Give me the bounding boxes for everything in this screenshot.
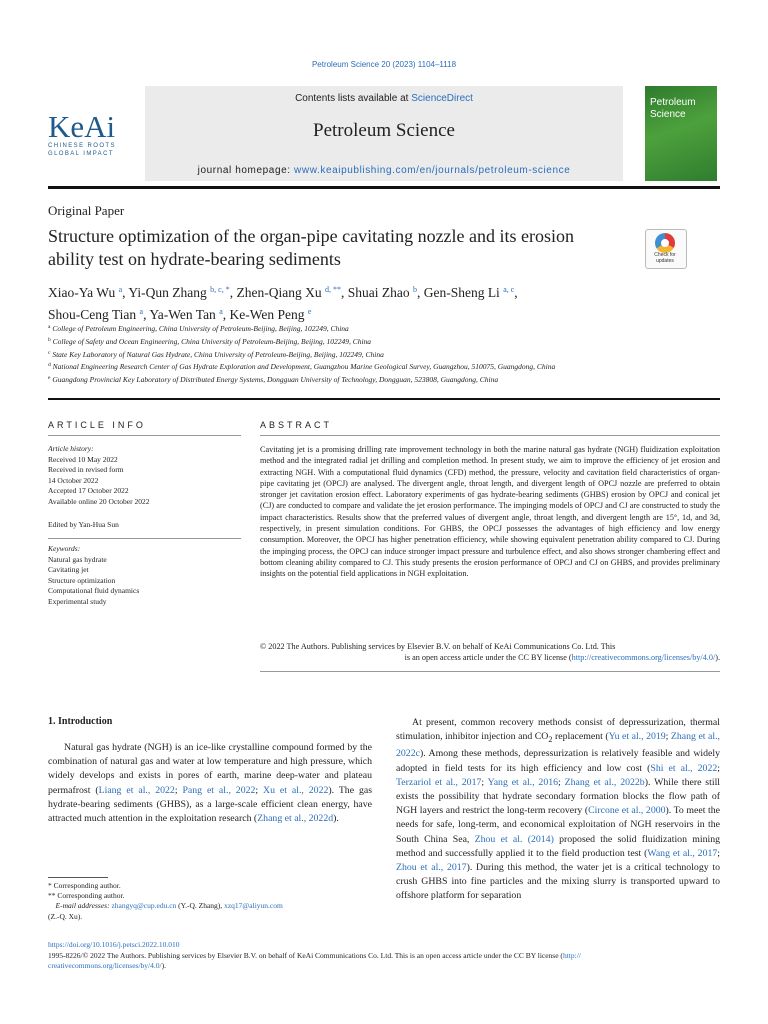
article-info-rule (48, 435, 241, 436)
author-name[interactable]: Yi-Qun Zhang (128, 285, 207, 300)
citation-link[interactable]: Liang et al., 2022 (98, 784, 175, 796)
section-heading-introduction: 1. Introduction (48, 716, 113, 727)
author-affiliation-sup[interactable]: e (307, 307, 312, 316)
history-label: Article history: (48, 444, 94, 453)
author-name[interactable]: Zhen-Qiang Xu (236, 285, 322, 300)
author-name[interactable]: Shou-Ceng Tian (48, 307, 137, 322)
citation-link[interactable]: Pang et al., 2022 (182, 784, 256, 796)
affiliation-item (48, 322, 668, 335)
journal-homepage (145, 165, 623, 176)
check-updates-line2: updates (656, 258, 674, 264)
homepage-link[interactable]: www.keaipublishing.com/en/journals/petroleum-science (294, 165, 571, 176)
author-affiliation-sup[interactable]: b, c, * (210, 285, 230, 294)
article-history (48, 444, 243, 507)
check-updates-icon-center (661, 239, 669, 247)
body-text: ; (717, 762, 720, 774)
citation-link[interactable]: Yang et al., 2016 (487, 776, 559, 788)
sciencedirect-link[interactable]: ScienceDirect (411, 93, 473, 104)
body-text: ; (255, 784, 264, 796)
footnote-corresponding-1: * Corresponding author. (48, 881, 121, 890)
author-name[interactable]: Shuai Zhao (347, 285, 410, 300)
citation-link[interactable]: Shi et al., 2022 (650, 762, 718, 774)
contents-prefix: Contents lists available at (295, 93, 412, 104)
cover-title-line2: Science (650, 109, 686, 120)
author-name[interactable]: Ya-Wen Tan (149, 307, 216, 322)
citation-link[interactable]: Terzariol et al., 2017 (396, 776, 482, 788)
email-owner: (Z.-Q. Xu). (48, 911, 83, 921)
logo-tagline-2: GLOBAL IMPACT (48, 151, 114, 157)
keywords-label: Keywords: (48, 544, 81, 553)
affiliation-sup: e (48, 375, 51, 382)
affiliation-text: College of Safety and Ocean Engineering, China University of Petroleum-Beijing, Beijing, 102249, China (52, 336, 372, 346)
author-affiliation-sup[interactable]: a (118, 285, 123, 294)
body-text: ). While there still exists the possibility that hydrate secondary formation blocks the flow path of NGH layers and restrict the long-term recovery ( (396, 776, 721, 817)
cover-title-line1: Petroleum (650, 97, 696, 108)
affiliation-item (48, 373, 668, 386)
affiliations (48, 322, 668, 386)
author-affiliation-sup[interactable]: a, c (503, 285, 515, 294)
logo-wordmark: KeAi (48, 109, 116, 144)
history-item: 14 October 2022 (48, 475, 99, 485)
abstract-bottom-rule (260, 671, 720, 672)
body-text: ). The gas hydrate-bearing sediments (GHBS), as a large-scale efficient clean energy, have attracted much attention in the exploitation research ( (48, 784, 373, 825)
abstract-rule (260, 435, 720, 436)
keywords (48, 544, 243, 607)
citation-link[interactable]: Circone et al., 2000 (588, 805, 666, 817)
body-text: ; (665, 731, 671, 743)
intro-paragraph-left (48, 741, 372, 826)
body-text: proposed the solid fluidization mining method and successfully applied it to the field production test ( (396, 833, 720, 859)
author-list: Xiao-Ya Wu $^a$, Yi-Qun Zhang $^{b, c, *}$, Zhen-Qiang Xu $^{d, **}$, Shuai Zhao $^b$, Gen-Sheng Li $^{a, c}$, Shou-Ceng Tian $^a$, Ya-Wen Tan $^a$, Ke-Wen Peng $^e$ (48, 285, 518, 322)
body-text: ; (481, 776, 488, 788)
license-link[interactable]: http:// (562, 951, 581, 960)
keyword-item: Natural gas hydrate (48, 554, 107, 564)
abstract-license (306, 653, 720, 662)
affiliation-sup: c (48, 349, 51, 356)
edited-by: Edited by Yan-Hua Sun (48, 520, 119, 529)
citation-link[interactable]: Zhou et al. (2014) (474, 833, 554, 845)
body-text: ). During this method, the water jet is a critical technology to crush GHBS into fine particles and the mixing slurry is transported upward to offshore platform for separation (396, 861, 720, 902)
license-prefix: is an open access article under the CC BY license ( (404, 653, 572, 662)
author-name[interactable]: Ke-Wen Peng (229, 307, 305, 322)
body-text: ; (717, 847, 720, 859)
logo-tagline-1: CHINESE ROOTS (48, 143, 116, 149)
footnote-corresponding-2: ** Corresponding author. (48, 891, 125, 901)
email-link[interactable]: xzq17@aliyun.com (224, 901, 283, 911)
body-text: ; (174, 784, 183, 796)
keywords-rule (48, 538, 241, 539)
subscript: 2 (548, 735, 553, 745)
author-affiliation-sup[interactable]: a (139, 307, 144, 316)
history-item: Available online 20 October 2022 (48, 496, 150, 506)
citation-link[interactable]: Zhou et al., 2017 (396, 861, 467, 873)
affiliation-text: State Key Laboratory of Natural Gas Hydrate, China University of Petroleum-Beijing, Beijing, 102249, China (52, 349, 384, 359)
author-affiliation-sup[interactable]: b (412, 285, 417, 294)
publisher-logo (48, 109, 138, 158)
abstract-heading: ABSTRACT (260, 420, 333, 430)
keyword-item: Experimental study (48, 596, 107, 606)
keyword-item: Cavitating jet (48, 565, 89, 574)
author-name[interactable]: Xiao-Ya Wu (48, 285, 116, 300)
email-link[interactable]: zhangyq@cup.edu.cn (111, 901, 177, 911)
author-name[interactable]: Gen-Sheng Li (423, 285, 500, 300)
section-rule (48, 398, 720, 400)
affiliation-text: National Engineering Research Center of Gas Hydrate Exploration and Development, Guangzhou Marine Geological Survey, Guangzhou, 510075, Guangdong, China (52, 362, 556, 372)
license-suffix: ). (715, 653, 720, 662)
check-updates-line1: Check for (654, 252, 676, 258)
journal-title: Petroleum Science (313, 120, 455, 141)
affiliation-sup: b (48, 336, 51, 343)
contents-line (145, 93, 623, 104)
body-text: At present, common recovery methods consist of depressurization, thermal stimulation, inhibitor injection and CO (396, 717, 720, 743)
affiliation-text: Guangdong Provincial Key Laboratory of Distributed Energy Systems, Dongguan University of Technology, Dongguan, 523808, Guangdong, China (52, 375, 499, 385)
check-updates-label (645, 252, 685, 264)
author-affiliation-sup[interactable]: a (219, 307, 223, 316)
issn-license-line (48, 951, 720, 971)
affiliation-item (48, 335, 668, 348)
body-text: Natural gas hydrate (NGH) is an ice-like crystalline compound formed by the combination of natural gas and water at low temperature and high pressure, which widely develops and exists in pores of earth, marine deep-water and plateau permafrost ( (48, 742, 372, 796)
keyword-item: Computational fluid dynamics (48, 586, 140, 595)
affiliation-sup: a (48, 324, 51, 330)
citation-link[interactable]: Zhang et al., 2022b (564, 776, 645, 788)
history-item: Accepted 17 October 2022 (48, 486, 129, 495)
homepage-label: journal homepage: (197, 165, 295, 176)
citation-link[interactable]: Xu et al., 2022 (263, 784, 329, 796)
license-link[interactable]: http://creativecommons.org/licenses/by/4.0/ (571, 653, 716, 662)
citation-link[interactable]: Wang et al., 2017 (647, 847, 718, 859)
issn-text-end: ). (161, 961, 166, 971)
header-rule (48, 186, 720, 189)
affiliation-item (48, 360, 668, 373)
keyword-item: Structure optimization (48, 575, 116, 585)
email-owner: (Y.-Q. Zhang), (176, 901, 225, 911)
footnote-rule (48, 877, 108, 878)
affiliation-sup: d (48, 362, 51, 369)
author-affiliation-sup[interactable]: d, ** (324, 285, 341, 294)
body-text: ). (333, 813, 339, 825)
email-label: E-mail addresses: (55, 901, 110, 911)
citation-link[interactable]: Zhang et al., 2022c (396, 731, 720, 760)
body-text: ). Among these methods, depressurization is relatively feasible and widely adopted in field tests for its high efficiency and low cost ( (396, 748, 720, 774)
affiliation-item (48, 348, 668, 361)
footnotes (48, 881, 372, 922)
citation-link[interactable]: Yu et al., 2019 (608, 731, 666, 743)
license-link[interactable]: creativecommons.org/licenses/by/4.0/ (48, 961, 162, 971)
abstract-copyright: © 2022 The Authors. Publishing services by Elsevier B.V. on behalf of KeAi Communications Co. Ltd. This (260, 642, 616, 651)
body-text: ). To meet the needs for safe, long-term, and economical exploitation of NGH reservoirs in the South China Sea, (396, 805, 720, 845)
paper-title: Structure optimization of the organ-pipe cavitating nozzle and its erosion ability test on hydrate-bearing sediments (48, 226, 575, 269)
doi-link[interactable]: https://doi.org/10.1016/j.petsci.2022.10.010 (48, 940, 180, 949)
history-item: Received in revised form (48, 465, 124, 474)
affiliation-text: College of Petroleum Engineering, China University of Petroleum-Beijing, Beijing, 102249, China (52, 324, 349, 333)
body-text: ; (558, 776, 565, 788)
footnote-emails (48, 901, 372, 921)
citation-link[interactable]: Zhang et al., 2022d (257, 813, 334, 825)
journal-reference[interactable]: Petroleum Science 20 (2023) 1104–1118 (311, 60, 457, 69)
history-item: Received 10 May 2022 (48, 454, 118, 464)
abstract-text: Cavitating jet is a promising drilling rate improvement technology in both the marine natural gas hydrate (NGH) fluidization exploitation method and the integrated radial jet drilling and completion method. In present study, we aim to improve the efficiency of jet erosion and extracting NGH. With a computational fluid dynamics (CFD) method, the pressure, velocity and cavitation field characteristics of organ-pipe cavitating jet (OPCJ) are analysed. The divergent angle, throat length, and divergent length of OPCJ nozzle are preferred to obtain stronger jet cavitation erosion effect. Laboratory experiments of gas hydrate-bearing sediments (GHBS) erosion by OPCJ and conical jet (CJ) are conducted to compare and validate the jet erosion performance. The impinging models of OPCJ and CJ are constructed to study the impact characteristics. Results show that the preferred values of divergent angle, throat length, and divergent length are 15°, 1d, and 3d, respectively, in present simulation conditions. For GHBS, the OPCJ possesses the advantages of high efficiency and low energy consumption. Moreover, the OPCJ has higher penetration efficiency, while showing equivalent penetration ability compared to CJ. During the impinging process, the OPCJ can induce stronger impact pressure and turbulence effect, and also shows stronger chambering effect and bottom cleaning ability compared to CJ. This study presents the erosion performance of OPCJ and CJ on GHBS, and provides preliminary insights on the potential field applications in NGH exploitation. (260, 445, 720, 579)
paper-type: Original Paper (48, 203, 125, 218)
article-info-heading: ARTICLE INFO (48, 420, 146, 430)
body-text: replacement ( (552, 731, 609, 743)
issn-text: 1995-8226/© 2022 The Authors. Publishing services by Elsevier B.V. on behalf of KeAi Communications Co. Ltd. This is an open access article under the CC BY license ( (48, 951, 563, 960)
intro-paragraph-right (396, 716, 720, 904)
